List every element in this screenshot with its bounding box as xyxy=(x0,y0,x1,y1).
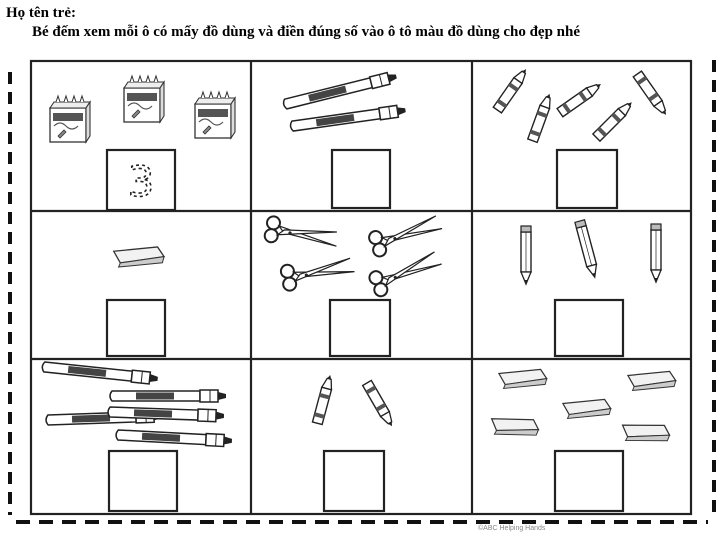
crayon-item xyxy=(493,66,670,142)
answer-box[interactable] xyxy=(109,451,177,511)
instruction-text: Bé đếm xem mỗi ô có mấy đồ dùng và điền đúng số vào ô tô màu đồ dùng cho đẹp nhé xyxy=(32,24,581,40)
answer-box[interactable] xyxy=(557,150,617,208)
answer-box[interactable] xyxy=(107,300,165,356)
crayon-item xyxy=(312,374,396,429)
marker-item xyxy=(42,361,233,447)
scissors-item xyxy=(264,211,445,298)
answer-box[interactable] xyxy=(324,451,384,511)
counting-grid xyxy=(31,61,691,514)
answer-box[interactable] xyxy=(555,451,623,511)
name-label: Họ tên trẻ: xyxy=(6,5,76,21)
answer-box[interactable] xyxy=(332,150,390,208)
marker-item xyxy=(282,71,406,133)
answer-box[interactable] xyxy=(555,300,623,356)
pencil-item xyxy=(521,220,661,284)
answer-box[interactable] xyxy=(330,300,390,356)
eraser-item xyxy=(491,369,677,443)
footer-credit: ©ABC Helping Hands xyxy=(478,525,546,532)
eraser-item xyxy=(114,247,165,268)
traced-answer-number: 3 xyxy=(127,157,155,206)
crayon-box-item xyxy=(50,76,235,142)
